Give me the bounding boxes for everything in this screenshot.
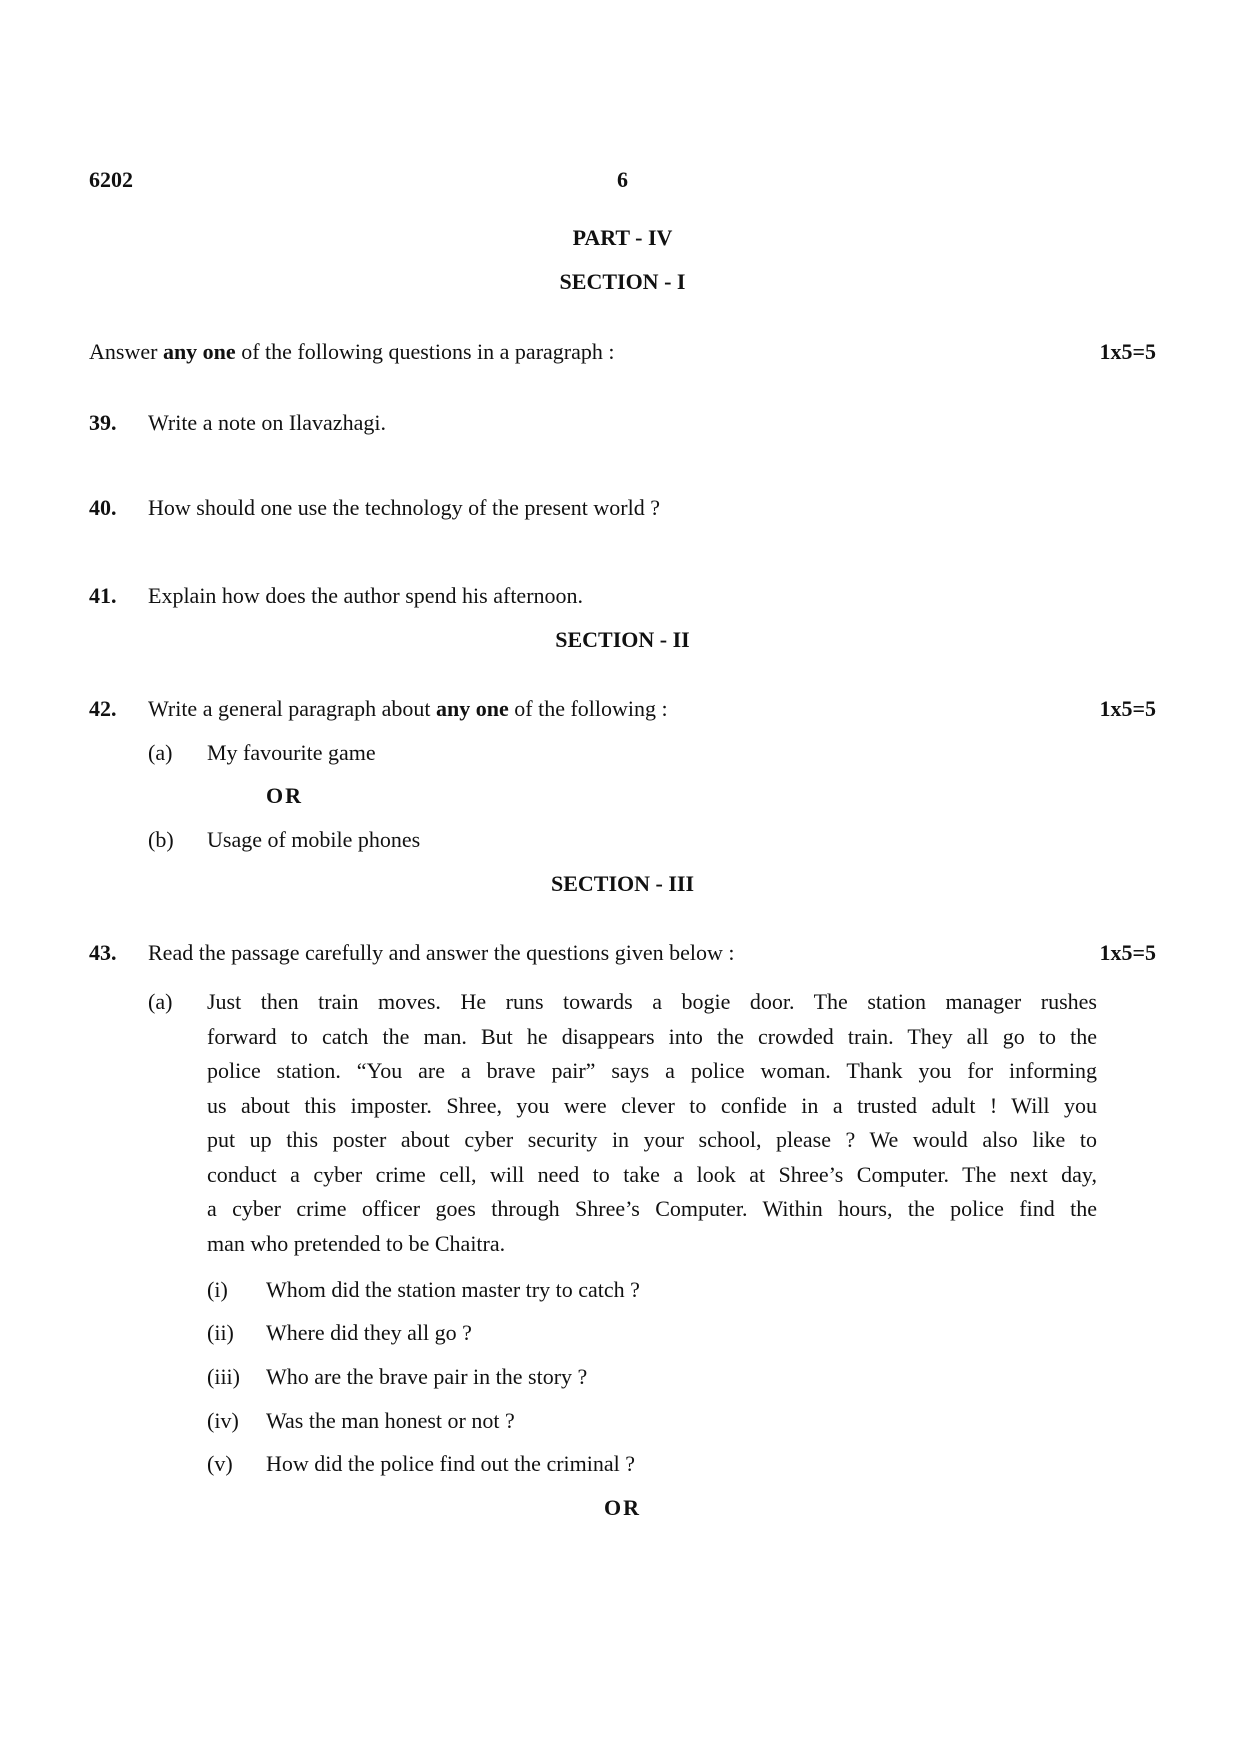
section-1-instruction [89,337,1156,367]
sub-question-text: Where did they all go ? [266,1320,472,1345]
reading-passage [207,985,1097,1261]
or-label: OR [266,783,303,808]
sub-question-label: (v) [207,1451,233,1476]
page-number: 6 [617,167,628,192]
section-2-marks: 1x5=5 [1099,696,1156,721]
section-3-title: SECTION - III [550,871,695,896]
sub-question-iv [89,1406,1156,1436]
passage-line: us about this imposter. Shree, you were clever to confide in a trusted adult ! Will you [207,1092,1097,1118]
option-label: (a) [148,740,173,765]
option-separator [89,781,1156,811]
sub-question-text: Who are the brave pair in the story ? [266,1364,588,1389]
question-41 [89,581,1156,611]
sub-question-label: (i) [207,1277,228,1302]
sub-question-v [89,1449,1156,1479]
question-text: Read the passage carefully and answer the questions given below : [148,940,735,965]
passage-line: conduct a cyber crime cell, will need to take a look at Shree’s Computer. The next day, [207,1161,1097,1187]
sub-question-text: Was the man honest or not ? [266,1408,515,1433]
question-number: 42. [89,696,117,721]
question-text: Explain how does the author spend his afternoon. [148,583,584,608]
passage-label: (a) [148,989,173,1014]
question-39 [89,408,1156,438]
passage-line: a cyber crime officer goes through Shree’s Computer. Within hours, the police find the [207,1196,1097,1221]
question-40 [89,493,1156,523]
section-3-marks: 1x5=5 [1099,940,1156,965]
question-43 [89,938,1156,968]
sub-question-i [89,1275,1156,1305]
option-text: Usage of mobile phones [207,827,421,852]
sub-question-label: (iv) [207,1408,239,1433]
option-label: (b) [148,827,174,852]
sub-question-ii [89,1318,1156,1348]
option-a [89,738,1156,768]
option-text: My favourite game [207,740,376,765]
sub-question-iii [89,1362,1156,1392]
question-number: 39. [89,410,117,435]
section-1-marks: 1x5=5 [1099,339,1156,364]
paper-code: 6202 [89,167,133,192]
question-number: 43. [89,940,117,965]
instruction-text: Answer any one of the following questions in a paragraph : [89,339,615,364]
sub-question-text: How did the police find out the criminal ? [266,1451,636,1476]
section-1-title: SECTION - I [559,269,686,294]
passage-line: put up this poster about cyber security in your school, please ? We would also like to [207,1127,1097,1152]
passage-line: Just then train moves. He runs towards a bogie door. The station manager rushes [207,989,1097,1014]
sub-question-text: Whom did the station master try to catch ? [266,1277,640,1302]
sub-question-label: (ii) [207,1320,234,1345]
section-2-title: SECTION - II [555,627,690,652]
question-42 [89,694,1156,724]
question-number: 40. [89,495,117,520]
passage-line: man who pretended to be Chaitra. [207,1230,506,1256]
question-text: Write a note on Ilavazhagi. [148,410,386,435]
question-text: How should one use the technology of the present world ? [148,495,660,520]
or-separator: OR [604,1495,641,1520]
question-number: 41. [89,583,117,608]
option-b [89,825,1156,855]
passage-line: police station. “You are a brave pair” says a police woman. Thank you for informing [207,1058,1097,1083]
page-header [89,165,1156,195]
part-title: PART - IV [572,225,673,250]
question-text: Write a general paragraph about any one of the following : [148,696,668,721]
passage-line: forward to catch the man. But he disappears into the crowded train. They all go to the [207,1023,1097,1049]
sub-question-label: (iii) [207,1364,240,1389]
